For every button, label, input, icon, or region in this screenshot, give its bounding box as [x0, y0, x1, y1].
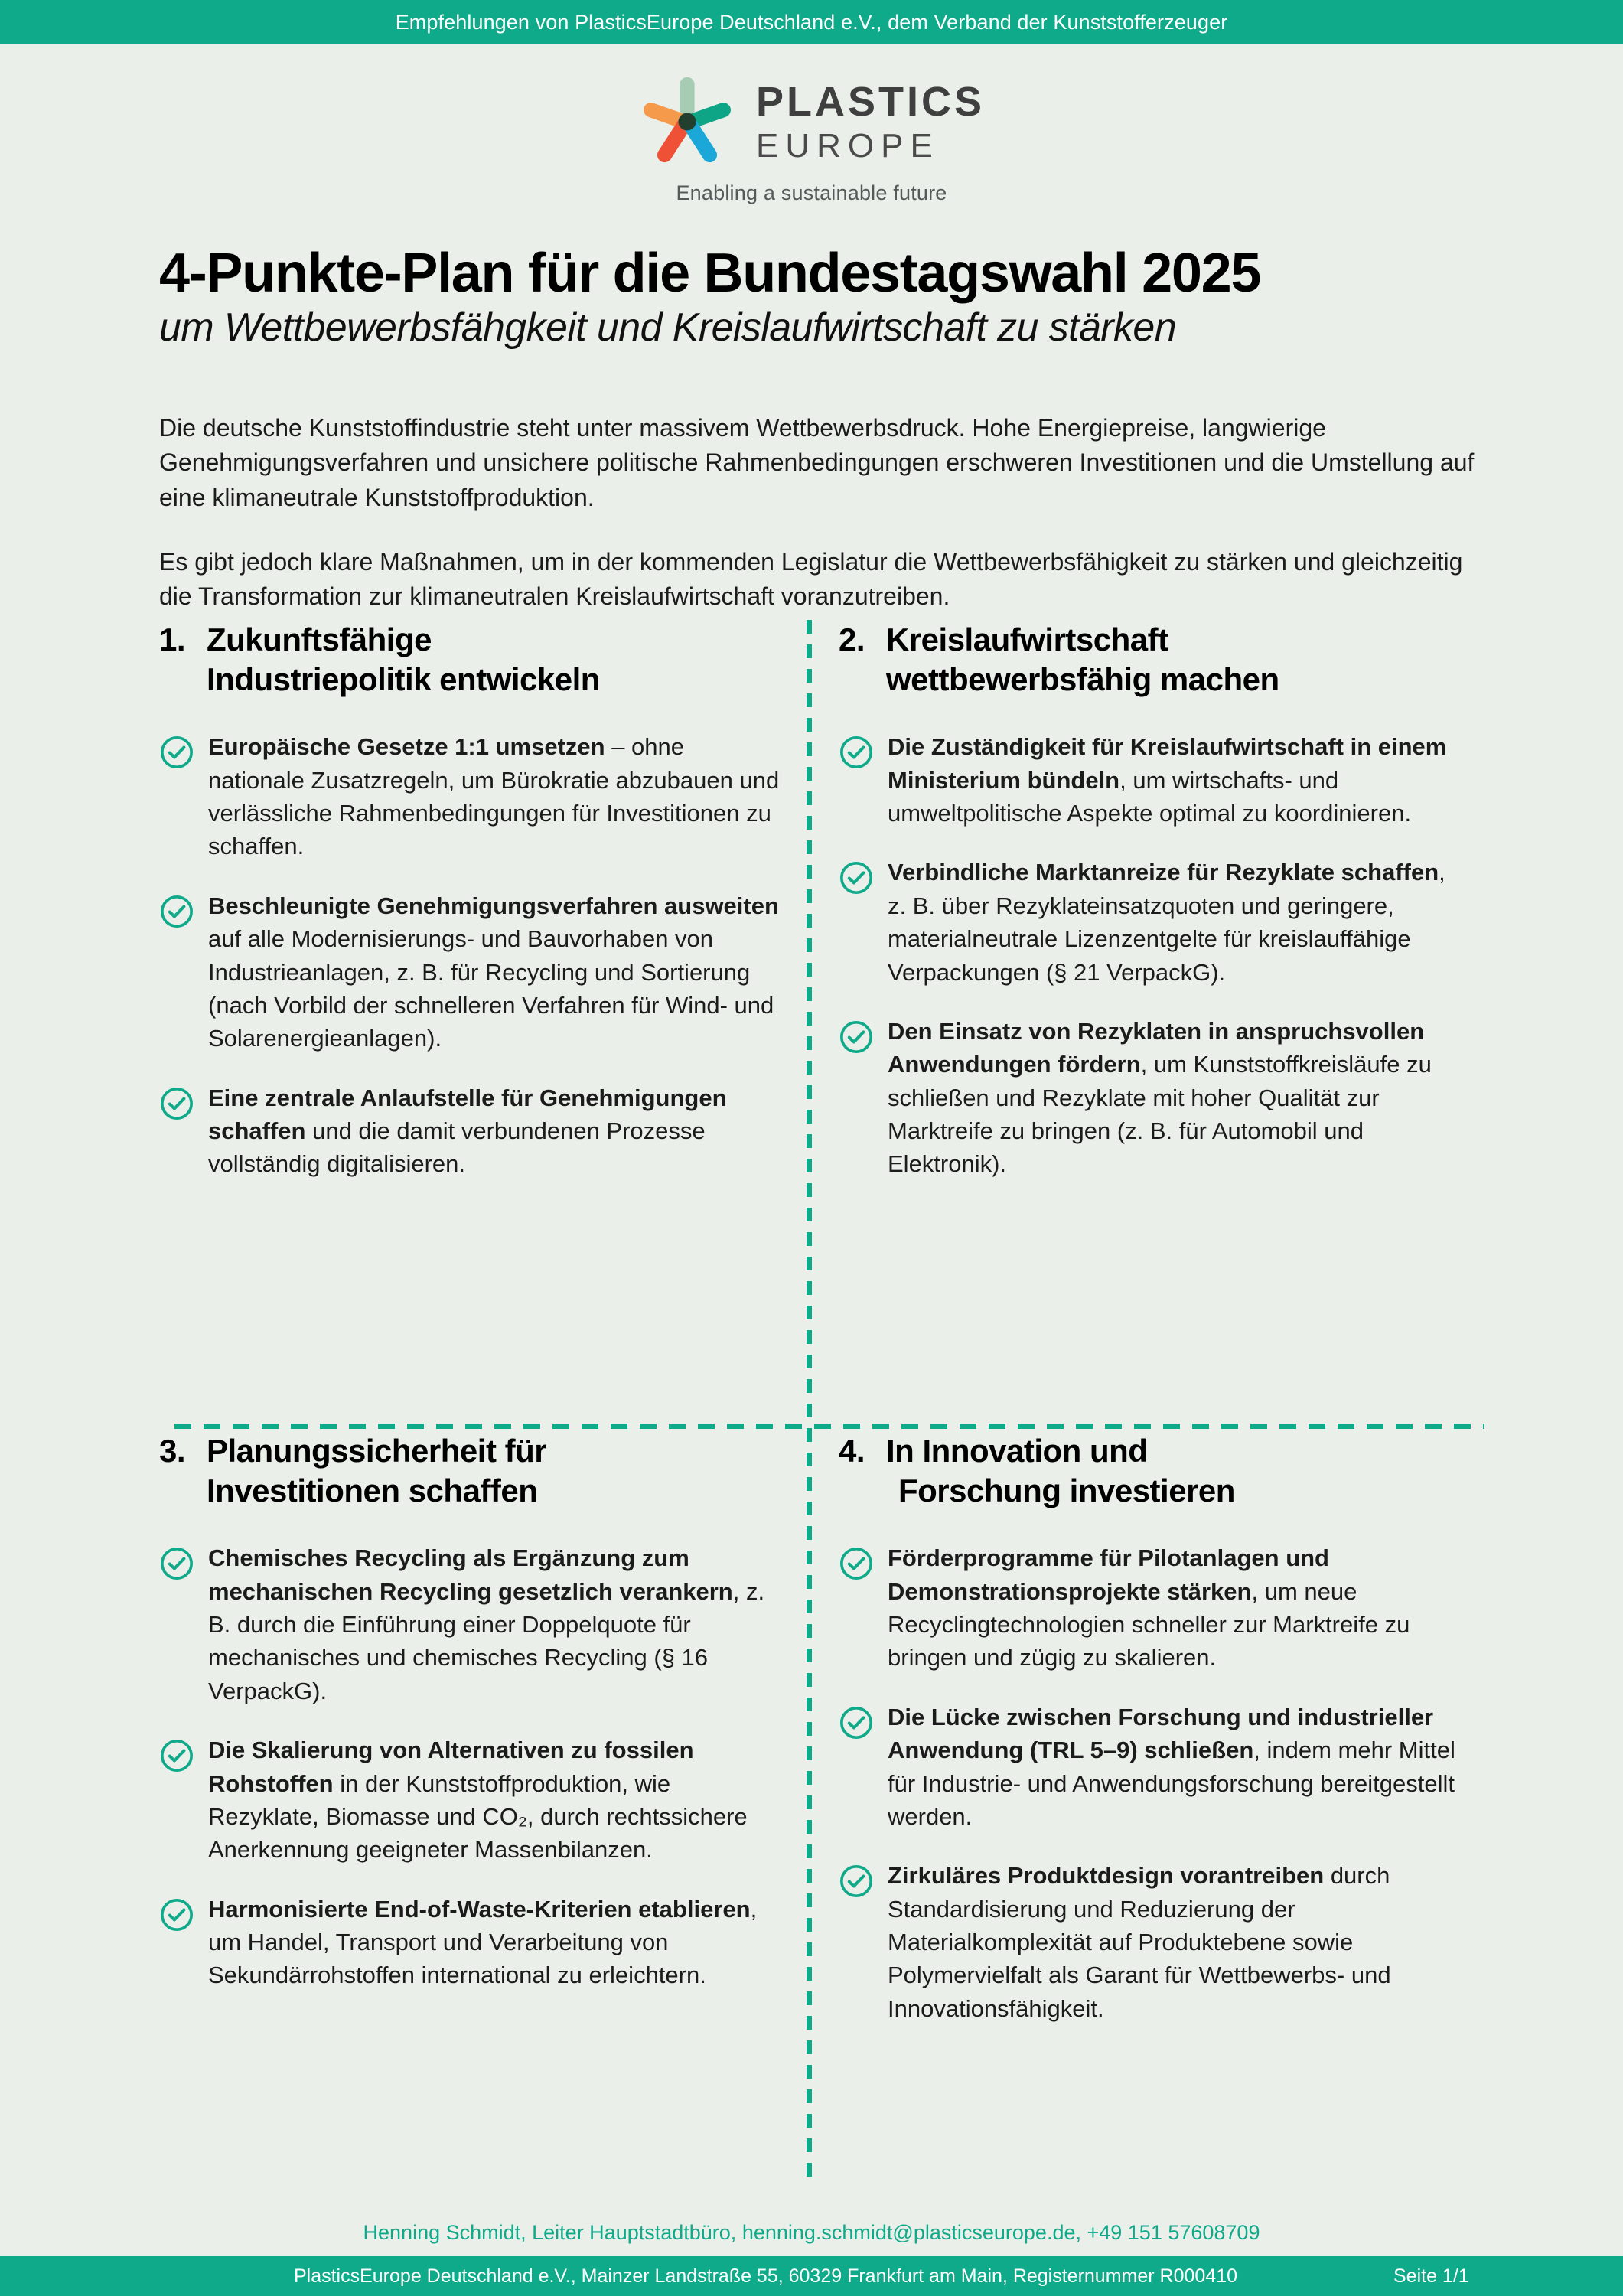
section-title-line2: wettbewerbsfähig machen: [886, 661, 1279, 698]
check-circle-icon: [159, 1546, 194, 1581]
section-number: 4.: [839, 1433, 865, 1469]
section-heading: [839, 620, 1466, 700]
bullet-item: [159, 1733, 787, 1867]
bottom-banner: [0, 2256, 1623, 2296]
bullet-text-bold: Verbindliche Marktanreize für Rezyklate schaffen: [888, 859, 1439, 886]
bullet-text-rest: und die damit verbundenen Prozesse vollständig digitalisieren.: [208, 1117, 706, 1178]
section-3: [159, 1431, 787, 1992]
section-bullet-list: [839, 730, 1466, 1181]
check-circle-icon: [839, 1864, 874, 1899]
bullet-item: [839, 856, 1466, 989]
bullet-text-bold: Die Skalierung von Alternativen zu fossilen Rohstoffen: [208, 1737, 694, 1797]
bullet-item: [839, 1701, 1466, 1834]
check-circle-icon: [839, 860, 874, 895]
section-title-line2: Investitionen schaffen: [207, 1473, 538, 1509]
bullet-text: [208, 1081, 787, 1181]
bullet-item: [839, 1859, 1466, 2025]
bullet-text-bold: Beschleunigte Genehmigungsverfahren ausweiten: [208, 892, 779, 919]
check-circle-icon: [159, 894, 194, 929]
footer-page-number: Seite 1/1: [1393, 2265, 1469, 2287]
section-heading: [159, 1431, 787, 1511]
section-heading: [159, 620, 787, 700]
check-circle-icon: [839, 1705, 874, 1740]
section-4: [839, 1431, 1466, 2025]
brand-logo: [0, 73, 1623, 205]
section-title-line2: Forschung investieren: [898, 1473, 1235, 1509]
section-2: [839, 620, 1466, 1181]
bullet-text-rest: , z. B. über Rezyklateinsatzquoten und geringere, materialneutrale Lizenzentgelte für kreislauffähige Verpackungen (§ 21 VerpackG).: [888, 859, 1445, 986]
section-title-line1: Zukunftsfähige: [207, 621, 432, 657]
section-bullet-list: [159, 1541, 787, 1992]
check-circle-icon: [839, 1019, 874, 1055]
bullet-item: [159, 1081, 787, 1181]
bullet-text-rest: , um neue Recyclingtechnologien schneller zur Marktreife zu bringen und zügig zu skalieren.: [888, 1577, 1410, 1671]
bullet-text: [888, 1859, 1466, 2025]
page-subtitle: um Wettbewerbsfähgkeit und Kreislaufwirtschaft zu stärken: [159, 305, 1177, 350]
bullet-text-bold: Chemisches Recycling als Ergänzung zum mechanischen Recycling gesetzlich verankern: [208, 1544, 733, 1605]
footer-contact[interactable]: Henning Schmidt, Leiter Hauptstadtbüro, henning.schmidt@plasticseurope.de, +49 151 57608709: [363, 2221, 1260, 2244]
footer-imprint: PlasticsEurope Deutschland e.V., Mainzer Landstraße 55, 60329 Frankfurt am Main, Registernummer R000410: [293, 2265, 1238, 2287]
bullet-text-rest: , um wirtschafts- und umweltpolitische Aspekte optimal zu koordinieren.: [888, 766, 1412, 827]
bullet-text-bold: Harmonisierte End-of-Waste-Kriterien etablieren: [208, 1895, 751, 1923]
check-circle-icon: [839, 1864, 874, 1899]
bullet-text-bold: Förderprogramme für Pilotanlagen und Demonstrationsprojekte stärken: [888, 1544, 1329, 1605]
section-heading: [839, 1431, 1466, 1511]
check-circle-icon: [839, 1546, 874, 1581]
bullet-text: [888, 1015, 1466, 1181]
bullet-text-rest: durch Standardisierung und Reduzierung der Materialkomplexität auf Produktebene sowie Polymervielfalt als Garant für Wettbewerbs- und Innovationsfähigkeit.: [888, 1862, 1391, 2022]
sections-grid: [0, 620, 1623, 2181]
check-circle-icon: [159, 735, 194, 770]
intro-paragraph-1: Die deutsche Kunststoffindustrie steht unter massivem Wettbewerbsdruck. Hohe Energiepreise, langwierige Genehmigungsverfahren und unsichere politische Rahmenbedingungen erschweren Investitionen und die Umstellung auf eine klimaneutrale Kunststoffproduktion.: [159, 414, 1475, 511]
bullet-text-rest: , um Kunststoffkreisläufe zu schließen und Rezyklate mit hoher Qualität zur Marktreife zu bringen (z. B. für Automobil und Elektronik).: [888, 1051, 1432, 1178]
bullet-item: [159, 730, 787, 863]
check-circle-icon: [159, 1897, 194, 1932]
bullet-item: [839, 1541, 1466, 1675]
bullet-text: [208, 730, 787, 863]
logo-tagline: Enabling a sustainable future: [676, 181, 947, 204]
section-bullet-list: [839, 1541, 1466, 2025]
bullet-text: [208, 1541, 787, 1707]
top-banner: [0, 0, 1623, 44]
section-number: 1.: [159, 621, 186, 657]
bullet-text-bold: Den Einsatz von Rezyklaten in anspruchsvollen Anwendungen fördern: [888, 1017, 1425, 1078]
bullet-text: [208, 889, 787, 1055]
section-number: 2.: [839, 621, 865, 657]
section-title-line1: In Innovation und: [886, 1433, 1148, 1469]
bullet-text-bold: Zirkuläres Produktdesign vorantreiben: [888, 1862, 1325, 1890]
check-circle-icon: [839, 1546, 874, 1581]
top-banner-text: Empfehlungen von PlasticsEurope Deutschland e.V., dem Verband der Kunststofferzeuger: [395, 10, 1228, 34]
intro-paragraph-2: Es gibt jedoch klare Maßnahmen, um in der kommenden Legislatur die Wettbewerbsfähigkeit zu stärken und gleichzeitig die Transformation zur klimaneutralen Kreislaufwirtschaft voranzutreiben.: [159, 548, 1463, 611]
check-circle-icon: [839, 1705, 874, 1740]
section-title-line1: Planungssicherheit für: [207, 1433, 547, 1469]
section-title: [207, 1431, 787, 1511]
check-circle-icon: [839, 860, 874, 895]
bullet-text: [888, 730, 1466, 830]
check-circle-icon: [159, 894, 194, 929]
bullet-text-bold: Die Zuständigkeit für Kreislaufwirtschaft in einem Ministerium bündeln: [888, 733, 1447, 794]
bullet-item: [839, 1015, 1466, 1181]
check-circle-icon: [839, 1019, 874, 1055]
logo-word-europe: EUROPE: [755, 126, 940, 165]
bullet-text: [208, 1893, 787, 1992]
check-circle-icon: [839, 735, 874, 770]
bullet-text-bold: Eine zentrale Anlaufstelle für Genehmigungen schaffen: [208, 1084, 727, 1145]
bullet-text-rest: in der Kunststoffproduktion, wie Rezyklate, Biomasse und CO₂, durch rechtssichere Anerkennung geeigneter Massenbilanzen.: [208, 1769, 748, 1864]
section-1: [159, 620, 787, 1181]
section-title-line2: Industriepolitik entwickeln: [207, 661, 600, 698]
bullet-text-bold: Die Lücke zwischen Forschung und industrieller Anwendung (TRL 5–9) schließen: [888, 1703, 1434, 1764]
logo-row: [638, 73, 985, 171]
bullet-text-bold: Europäische Gesetze 1:1 umsetzen: [208, 733, 605, 761]
check-circle-icon: [159, 1086, 194, 1121]
section-title: [886, 620, 1466, 700]
bullet-text: [888, 856, 1466, 989]
check-circle-icon: [159, 1546, 194, 1581]
bullet-text-rest: , um Handel, Transport und Verarbeitung von Sekundärrohstoffen international zu erleichtern.: [208, 1895, 758, 1989]
section-number: 3.: [159, 1433, 186, 1469]
plasticseurope-star-icon: [638, 73, 736, 171]
check-circle-icon: [839, 735, 874, 770]
section-title: [207, 620, 787, 700]
bullet-text: [208, 1733, 787, 1867]
check-circle-icon: [159, 1738, 194, 1773]
bullet-item: [159, 1541, 787, 1707]
bullet-text-rest: auf alle Modernisierungs- und Bauvorhaben von Industrieanlagen, z. B. für Recycling und Sortierung (nach Vorbild der schnelleren Verfahren für Wind- und Solarenergieanlagen).: [208, 925, 774, 1052]
check-circle-icon: [159, 735, 194, 770]
section-title-line1: Kreislaufwirtschaft: [886, 621, 1168, 657]
check-circle-icon: [159, 1086, 194, 1121]
bullet-text-rest: – ohne nationale Zusatzregeln, um Bürokratie abzubauen und verlässliche Rahmenbedingungen für Investitionen zu schaffen.: [208, 733, 780, 860]
bullet-text: [888, 1541, 1466, 1675]
check-circle-icon: [159, 1738, 194, 1773]
logo-word-plastics: PLASTICS: [755, 78, 986, 125]
check-circle-icon: [159, 1897, 194, 1932]
section-title: [886, 1431, 1466, 1511]
bullet-item: [159, 889, 787, 1055]
bullet-item: [839, 730, 1466, 830]
bullet-text-rest: , indem mehr Mittel für Industrie- und Anwendungsforschung bereitgestellt werden.: [888, 1737, 1455, 1830]
section-bullet-list: [159, 730, 787, 1181]
bullet-item: [159, 1893, 787, 1992]
bullet-text-rest: , z. B. durch die Einführung einer Doppelquote für mechanisches und chemisches Recycling (§ 16 VerpackG).: [208, 1577, 765, 1704]
logo-wordmark: [755, 78, 986, 165]
bullet-text: [888, 1701, 1466, 1834]
page-title: 4-Punkte-Plan für die Bundestagswahl 2025: [159, 243, 1261, 304]
